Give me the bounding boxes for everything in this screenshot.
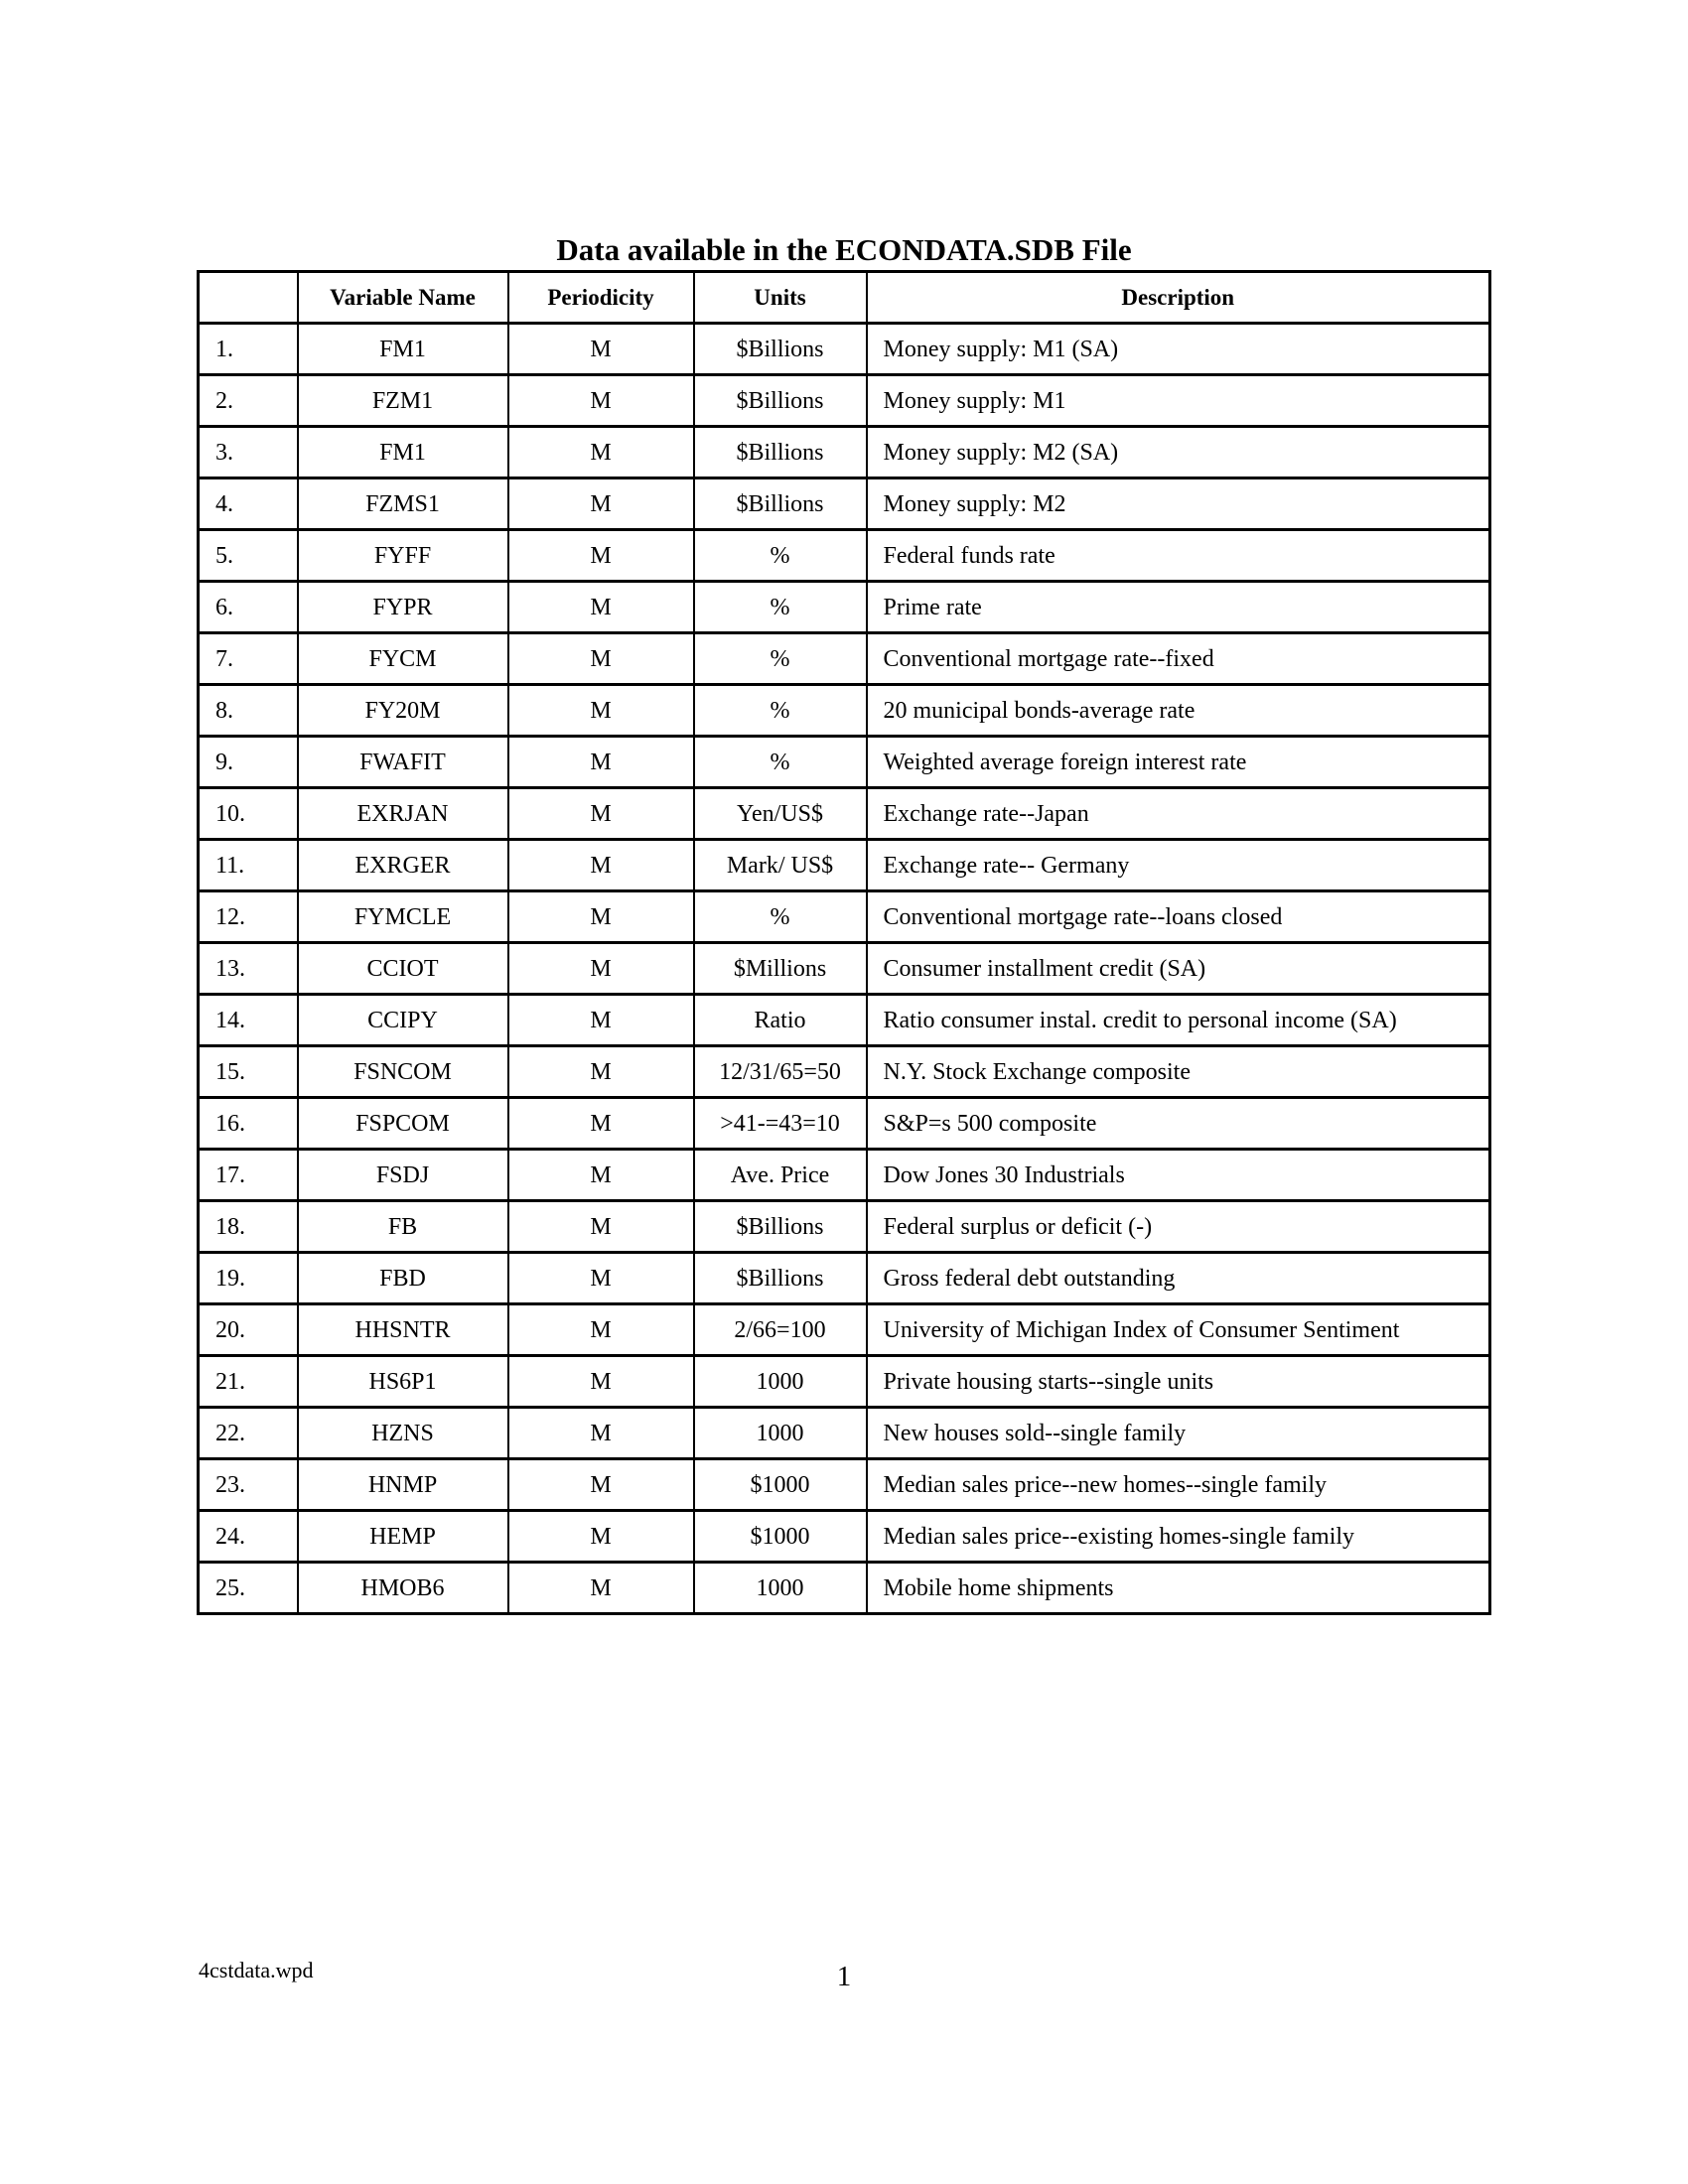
description-cell: New houses sold--single family bbox=[867, 1408, 1490, 1459]
table-row bbox=[199, 530, 1490, 582]
variable-name-cell: FM1 bbox=[298, 324, 508, 375]
table-row bbox=[199, 375, 1490, 427]
table-row bbox=[199, 1356, 1490, 1408]
periodicity-cell: M bbox=[508, 375, 694, 427]
units-cell: >41-=43=10 bbox=[694, 1098, 867, 1150]
periodicity-cell: M bbox=[508, 891, 694, 943]
header-units: Units bbox=[694, 272, 867, 324]
units-cell: $Billions bbox=[694, 1253, 867, 1304]
description-cell: Dow Jones 30 Industrials bbox=[867, 1150, 1490, 1201]
table-row bbox=[199, 1098, 1490, 1150]
periodicity-cell: M bbox=[508, 324, 694, 375]
periodicity-cell: M bbox=[508, 1408, 694, 1459]
row-number: 2. bbox=[199, 375, 298, 427]
variable-name-cell: FYPR bbox=[298, 582, 508, 633]
variable-name-cell: EXRJAN bbox=[298, 788, 508, 840]
description-cell: Money supply: M1 bbox=[867, 375, 1490, 427]
row-number: 1. bbox=[199, 324, 298, 375]
description-cell: S&P=s 500 composite bbox=[867, 1098, 1490, 1150]
header-variable-name: Variable Name bbox=[298, 272, 508, 324]
page-title: Data available in the ECONDATA.SDB File bbox=[556, 232, 1132, 267]
units-cell: 1000 bbox=[694, 1408, 867, 1459]
row-number: 14. bbox=[199, 995, 298, 1046]
row-number: 15. bbox=[199, 1046, 298, 1098]
description-cell: Median sales price--new homes--single family bbox=[867, 1459, 1490, 1511]
units-cell: % bbox=[694, 582, 867, 633]
variable-name-cell: FSNCOM bbox=[298, 1046, 508, 1098]
table-row bbox=[199, 788, 1490, 840]
variable-name-cell: EXRGER bbox=[298, 840, 508, 891]
periodicity-cell: M bbox=[508, 995, 694, 1046]
row-number: 7. bbox=[199, 633, 298, 685]
table-row bbox=[199, 1201, 1490, 1253]
row-number: 17. bbox=[199, 1150, 298, 1201]
description-cell: Money supply: M2 bbox=[867, 478, 1490, 530]
table-row bbox=[199, 1563, 1490, 1614]
units-cell: $Billions bbox=[694, 478, 867, 530]
periodicity-cell: M bbox=[508, 943, 694, 995]
description-cell: Exchange rate-- Germany bbox=[867, 840, 1490, 891]
periodicity-cell: M bbox=[508, 685, 694, 737]
units-cell: 2/66=100 bbox=[694, 1304, 867, 1356]
table-row bbox=[199, 1459, 1490, 1511]
table-row bbox=[199, 995, 1490, 1046]
description-cell: Mobile home shipments bbox=[867, 1563, 1490, 1614]
row-number: 6. bbox=[199, 582, 298, 633]
table-row bbox=[199, 1046, 1490, 1098]
description-cell: Ratio consumer instal. credit to personal income (SA) bbox=[867, 995, 1490, 1046]
description-cell: Consumer installment credit (SA) bbox=[867, 943, 1490, 995]
row-number: 16. bbox=[199, 1098, 298, 1150]
table-body bbox=[199, 324, 1490, 1614]
row-number: 12. bbox=[199, 891, 298, 943]
variable-name-cell: CCIPY bbox=[298, 995, 508, 1046]
page-number: 1 bbox=[836, 1961, 852, 1992]
variable-name-cell: HMOB6 bbox=[298, 1563, 508, 1614]
periodicity-cell: M bbox=[508, 427, 694, 478]
periodicity-cell: M bbox=[508, 1304, 694, 1356]
variable-name-cell: FYCM bbox=[298, 633, 508, 685]
table-row bbox=[199, 685, 1490, 737]
description-cell: Federal surplus or deficit (-) bbox=[867, 1201, 1490, 1253]
variable-name-cell: FSPCOM bbox=[298, 1098, 508, 1150]
row-number: 9. bbox=[199, 737, 298, 788]
table-row bbox=[199, 737, 1490, 788]
table-row bbox=[199, 943, 1490, 995]
variable-name-cell: FZMS1 bbox=[298, 478, 508, 530]
description-cell: Conventional mortgage rate--loans closed bbox=[867, 891, 1490, 943]
header-description: Description bbox=[867, 272, 1490, 324]
description-cell: Weighted average foreign interest rate bbox=[867, 737, 1490, 788]
periodicity-cell: M bbox=[508, 1459, 694, 1511]
variable-name-cell: HEMP bbox=[298, 1511, 508, 1563]
units-cell: $Billions bbox=[694, 324, 867, 375]
units-cell: Mark/ US$ bbox=[694, 840, 867, 891]
periodicity-cell: M bbox=[508, 1511, 694, 1563]
row-number: 19. bbox=[199, 1253, 298, 1304]
periodicity-cell: M bbox=[508, 1356, 694, 1408]
variable-name-cell: FY20M bbox=[298, 685, 508, 737]
row-number: 11. bbox=[199, 840, 298, 891]
description-cell: Money supply: M1 (SA) bbox=[867, 324, 1490, 375]
description-cell: Conventional mortgage rate--fixed bbox=[867, 633, 1490, 685]
table-row bbox=[199, 840, 1490, 891]
variable-name-cell: HS6P1 bbox=[298, 1356, 508, 1408]
row-number: 21. bbox=[199, 1356, 298, 1408]
units-cell: % bbox=[694, 891, 867, 943]
variable-name-cell: CCIOT bbox=[298, 943, 508, 995]
units-cell: $Billions bbox=[694, 1201, 867, 1253]
periodicity-cell: M bbox=[508, 1150, 694, 1201]
table-row bbox=[199, 478, 1490, 530]
row-number: 25. bbox=[199, 1563, 298, 1614]
description-cell: Private housing starts--single units bbox=[867, 1356, 1490, 1408]
units-cell: % bbox=[694, 633, 867, 685]
units-cell: $1000 bbox=[694, 1511, 867, 1563]
units-cell: % bbox=[694, 685, 867, 737]
units-cell: 1000 bbox=[694, 1356, 867, 1408]
row-number: 4. bbox=[199, 478, 298, 530]
table-row bbox=[199, 324, 1490, 375]
periodicity-cell: M bbox=[508, 737, 694, 788]
description-cell: Federal funds rate bbox=[867, 530, 1490, 582]
units-cell: $Billions bbox=[694, 375, 867, 427]
variable-name-cell: FSDJ bbox=[298, 1150, 508, 1201]
units-cell: 12/31/65=50 bbox=[694, 1046, 867, 1098]
variable-name-cell: HZNS bbox=[298, 1408, 508, 1459]
units-cell: Yen/US$ bbox=[694, 788, 867, 840]
header-periodicity: Periodicity bbox=[508, 272, 694, 324]
row-number: 24. bbox=[199, 1511, 298, 1563]
units-cell: $Billions bbox=[694, 427, 867, 478]
units-cell: Ratio bbox=[694, 995, 867, 1046]
periodicity-cell: M bbox=[508, 633, 694, 685]
units-cell: $Millions bbox=[694, 943, 867, 995]
variable-name-cell: HNMP bbox=[298, 1459, 508, 1511]
footer-filename: 4cstdata.wpd bbox=[199, 1958, 314, 1982]
econdata-table bbox=[197, 270, 1491, 1615]
table-row bbox=[199, 633, 1490, 685]
units-cell: % bbox=[694, 737, 867, 788]
row-number: 8. bbox=[199, 685, 298, 737]
description-cell: 20 municipal bonds-average rate bbox=[867, 685, 1490, 737]
description-cell: University of Michigan Index of Consumer Sentiment bbox=[867, 1304, 1490, 1356]
table-row bbox=[199, 1150, 1490, 1201]
variable-name-cell: HHSNTR bbox=[298, 1304, 508, 1356]
periodicity-cell: M bbox=[508, 788, 694, 840]
row-number: 13. bbox=[199, 943, 298, 995]
table-row bbox=[199, 1253, 1490, 1304]
row-number: 22. bbox=[199, 1408, 298, 1459]
units-cell: % bbox=[694, 530, 867, 582]
description-cell: Exchange rate--Japan bbox=[867, 788, 1490, 840]
header-number bbox=[199, 272, 298, 324]
description-cell: Median sales price--existing homes-single family bbox=[867, 1511, 1490, 1563]
table-header-row bbox=[199, 272, 1490, 324]
row-number: 23. bbox=[199, 1459, 298, 1511]
units-cell: $1000 bbox=[694, 1459, 867, 1511]
periodicity-cell: M bbox=[508, 1098, 694, 1150]
variable-name-cell: FZM1 bbox=[298, 375, 508, 427]
periodicity-cell: M bbox=[508, 1253, 694, 1304]
description-cell: Gross federal debt outstanding bbox=[867, 1253, 1490, 1304]
description-cell: Prime rate bbox=[867, 582, 1490, 633]
variable-name-cell: FB bbox=[298, 1201, 508, 1253]
variable-name-cell: FWAFIT bbox=[298, 737, 508, 788]
row-number: 18. bbox=[199, 1201, 298, 1253]
description-cell: N.Y. Stock Exchange composite bbox=[867, 1046, 1490, 1098]
variable-name-cell: FBD bbox=[298, 1253, 508, 1304]
row-number: 3. bbox=[199, 427, 298, 478]
periodicity-cell: M bbox=[508, 530, 694, 582]
table-row bbox=[199, 427, 1490, 478]
table-row bbox=[199, 1304, 1490, 1356]
periodicity-cell: M bbox=[508, 1201, 694, 1253]
row-number: 20. bbox=[199, 1304, 298, 1356]
periodicity-cell: M bbox=[508, 840, 694, 891]
row-number: 5. bbox=[199, 530, 298, 582]
units-cell: Ave. Price bbox=[694, 1150, 867, 1201]
table-row bbox=[199, 891, 1490, 943]
units-cell: 1000 bbox=[694, 1563, 867, 1614]
table-row bbox=[199, 1511, 1490, 1563]
periodicity-cell: M bbox=[508, 1046, 694, 1098]
periodicity-cell: M bbox=[508, 582, 694, 633]
row-number: 10. bbox=[199, 788, 298, 840]
table-row bbox=[199, 1408, 1490, 1459]
variable-name-cell: FYFF bbox=[298, 530, 508, 582]
periodicity-cell: M bbox=[508, 478, 694, 530]
variable-name-cell: FYMCLE bbox=[298, 891, 508, 943]
table-row bbox=[199, 582, 1490, 633]
description-cell: Money supply: M2 (SA) bbox=[867, 427, 1490, 478]
periodicity-cell: M bbox=[508, 1563, 694, 1614]
variable-name-cell: FM1 bbox=[298, 427, 508, 478]
